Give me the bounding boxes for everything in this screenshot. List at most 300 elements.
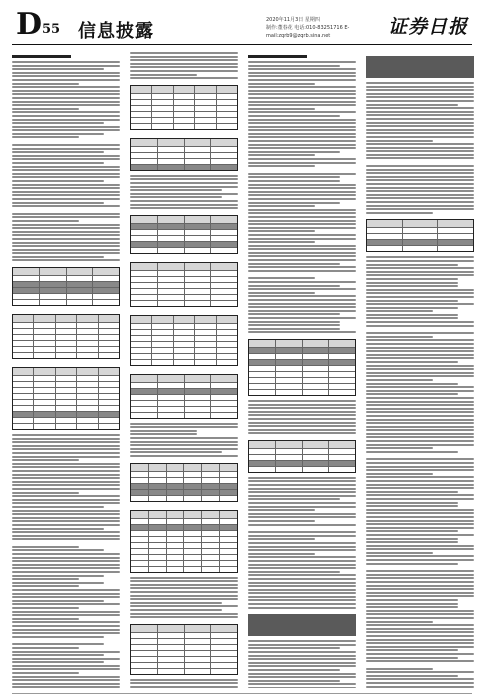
table-row (249, 390, 355, 395)
text-line (366, 89, 474, 91)
text-line (130, 207, 238, 209)
text-line (12, 75, 120, 77)
text-line (366, 314, 458, 316)
table-cell (211, 645, 237, 650)
table-cell (152, 100, 173, 105)
table-cell (195, 106, 216, 111)
table-cell (195, 348, 216, 353)
text-line (248, 683, 356, 685)
text-line (366, 686, 474, 688)
table-cell (13, 400, 34, 405)
table-cell (13, 282, 40, 287)
table-cell (56, 400, 77, 405)
table-cell (211, 663, 237, 668)
text-line (12, 463, 120, 465)
text-line (248, 571, 340, 573)
text-line (366, 129, 474, 131)
text-line (12, 661, 104, 663)
text-line (12, 252, 120, 254)
text-line (12, 448, 120, 450)
text-line (366, 379, 433, 381)
text-line (248, 480, 356, 482)
text-line (12, 101, 120, 103)
data-table (130, 85, 238, 130)
text-line (366, 321, 474, 323)
table-cell (220, 496, 237, 501)
text-line (248, 83, 315, 85)
text-line (366, 541, 458, 543)
table-cell (211, 413, 237, 418)
table-cell (13, 288, 40, 293)
text-line (248, 599, 356, 601)
table-cell (131, 316, 152, 323)
table-cell (131, 271, 158, 276)
table-cell (131, 118, 152, 123)
text-line (248, 306, 356, 308)
table-cell (13, 388, 34, 393)
text-line (366, 368, 474, 370)
table-cell (217, 330, 237, 335)
table-cell (131, 354, 152, 359)
table-cell (158, 651, 185, 656)
table-cell (34, 388, 55, 393)
table-cell (184, 537, 202, 542)
text-line (248, 495, 356, 497)
table-cell (202, 555, 220, 560)
table-cell (77, 315, 98, 322)
text-line (366, 404, 474, 406)
text-line (248, 331, 356, 333)
table-cell (211, 147, 237, 152)
table-cell (303, 384, 330, 389)
table-cell (131, 484, 149, 489)
table-cell (56, 315, 77, 322)
text-line (366, 574, 474, 576)
text-line (366, 365, 474, 367)
text-line (12, 668, 120, 670)
text-line (130, 591, 238, 593)
text-line (366, 201, 474, 203)
text-line (248, 516, 356, 518)
table-cell (34, 412, 55, 417)
table-row (131, 464, 237, 472)
table-cell (217, 324, 237, 329)
text-line (12, 93, 120, 95)
table-cell (56, 424, 77, 429)
text-line (12, 104, 120, 106)
text-line (248, 90, 356, 92)
table-cell (185, 413, 212, 418)
text-line (366, 639, 474, 641)
table-row (131, 248, 237, 253)
table-cell (67, 276, 94, 281)
table-cell (131, 139, 158, 146)
text-line (248, 75, 356, 77)
text-line (366, 444, 474, 446)
text-line (248, 295, 356, 297)
text-line (366, 212, 433, 214)
text-line (366, 491, 458, 493)
text-line (248, 263, 340, 265)
table-cell (403, 246, 439, 251)
table-cell (249, 340, 276, 347)
table-cell (131, 395, 158, 400)
table-cell (184, 519, 202, 524)
table-cell (67, 294, 94, 299)
table-cell (367, 220, 403, 227)
text-line (248, 640, 356, 642)
text-line (12, 672, 79, 674)
text-line (366, 296, 474, 298)
table-cell (211, 651, 237, 656)
text-line (248, 429, 356, 431)
table-cell (220, 531, 237, 536)
table-cell (220, 561, 237, 566)
table-cell (13, 353, 34, 358)
table-cell (56, 406, 77, 411)
text-line (366, 347, 474, 349)
table-cell (131, 407, 158, 412)
text-line (366, 140, 433, 142)
text-column-3 (248, 52, 356, 688)
text-line (248, 553, 315, 555)
text-line (130, 448, 238, 450)
text-line (248, 191, 356, 193)
table-cell (131, 549, 149, 554)
text-line (248, 212, 356, 214)
table-cell (77, 341, 98, 346)
table-cell (303, 390, 330, 395)
table-cell (149, 519, 167, 524)
table-cell (149, 531, 167, 536)
text-line (366, 415, 474, 417)
text-line (130, 56, 238, 58)
table-cell (174, 348, 195, 353)
text-line (12, 582, 104, 584)
page-header (12, 7, 472, 46)
table-cell (167, 511, 185, 518)
text-column-1 (12, 52, 120, 688)
table-cell (211, 277, 237, 282)
table-cell (158, 389, 185, 394)
text-line (366, 125, 474, 127)
text-lines (12, 52, 120, 688)
table-cell (158, 295, 185, 300)
table-cell (67, 282, 94, 287)
text-line (366, 538, 458, 540)
text-line (12, 651, 120, 653)
table-cell (185, 651, 212, 656)
text-lines (366, 52, 474, 688)
subheading (12, 55, 71, 58)
table-cell (152, 330, 173, 335)
data-table (130, 463, 238, 502)
text-line (12, 510, 120, 512)
table-cell (99, 418, 119, 423)
table-cell (211, 407, 237, 412)
table-cell (34, 323, 55, 328)
table-cell (56, 353, 77, 358)
table-cell (56, 323, 77, 328)
table-cell (77, 388, 98, 393)
table-cell (149, 484, 167, 489)
text-line (366, 462, 474, 464)
footer-rule (12, 693, 472, 694)
table-cell (158, 633, 185, 638)
text-line (12, 184, 120, 186)
text-line (130, 602, 222, 604)
table-cell (276, 467, 303, 472)
text-line (130, 613, 238, 615)
table-cell (167, 537, 185, 542)
text-line (12, 155, 120, 157)
table-cell (56, 376, 77, 381)
table-cell (13, 300, 40, 305)
text-line (366, 617, 474, 619)
text-line (12, 636, 104, 638)
table-cell (131, 230, 158, 235)
text-line (248, 122, 356, 124)
table-cell (13, 294, 40, 299)
table-cell (158, 230, 185, 235)
table-cell (185, 271, 212, 276)
text-line (12, 531, 120, 533)
text-line (12, 517, 120, 519)
data-table (130, 374, 238, 419)
table-cell (152, 86, 173, 93)
table-cell (152, 316, 173, 323)
text-line (12, 68, 104, 70)
text-line (12, 256, 104, 258)
table-cell (202, 496, 220, 501)
table-cell (367, 228, 403, 233)
text-line (12, 180, 104, 182)
table-cell (174, 360, 195, 365)
table-cell (211, 159, 237, 164)
table-row (131, 625, 237, 633)
table-cell (174, 112, 195, 117)
table-cell (185, 283, 212, 288)
text-line (12, 97, 120, 99)
text-line (248, 524, 356, 526)
table-cell (185, 242, 212, 247)
text-line (248, 321, 340, 323)
text-line (248, 65, 340, 67)
text-line (366, 642, 474, 644)
table-cell (99, 335, 119, 340)
text-line (12, 86, 120, 88)
table-cell (99, 412, 119, 417)
table-cell (152, 118, 173, 123)
text-line (248, 104, 356, 106)
table-cell (211, 301, 237, 306)
text-line (248, 317, 356, 319)
table-cell (131, 625, 158, 632)
text-line (366, 563, 458, 565)
table-cell (77, 335, 98, 340)
text-line (130, 444, 238, 446)
text-line (248, 147, 356, 149)
table-cell (185, 639, 212, 644)
text-line (248, 567, 356, 569)
table-cell (131, 375, 158, 382)
text-line (130, 66, 238, 68)
table-cell (131, 100, 152, 105)
text-line (248, 589, 356, 591)
table-cell (158, 248, 185, 253)
table-cell (174, 118, 195, 123)
text-line (366, 408, 474, 410)
table-cell (184, 549, 202, 554)
table-cell (77, 382, 98, 387)
text-line (130, 200, 238, 202)
table-cell (167, 490, 185, 495)
table-cell (220, 537, 237, 542)
text-line (366, 86, 474, 88)
text-line (12, 524, 120, 526)
text-line (12, 603, 120, 605)
text-line (12, 111, 120, 113)
text-line (130, 598, 238, 600)
table-cell (184, 567, 202, 572)
table-cell (158, 216, 185, 223)
table-cell (149, 490, 167, 495)
text-line (12, 506, 104, 508)
text-line (248, 115, 340, 117)
table-cell (34, 406, 55, 411)
table-cell (367, 240, 403, 245)
text-line (248, 328, 340, 330)
table-cell (167, 567, 185, 572)
text-line (366, 96, 474, 98)
text-line (248, 151, 340, 153)
text-line (366, 588, 474, 590)
table-cell (276, 455, 303, 460)
table-cell (211, 263, 237, 270)
table-cell (220, 478, 237, 483)
header-rule (12, 44, 472, 45)
table-cell (99, 353, 119, 358)
table-cell (131, 336, 152, 341)
table-cell (13, 382, 34, 387)
text-line (12, 213, 120, 215)
text-line (366, 447, 433, 449)
table-cell (249, 378, 276, 383)
text-line (12, 198, 120, 200)
table-cell (131, 511, 149, 518)
text-line (12, 72, 120, 74)
table-cell (195, 336, 216, 341)
text-line (12, 466, 120, 468)
text-line (12, 549, 104, 551)
text-line (366, 285, 458, 287)
text-line (366, 476, 474, 478)
text-lines (130, 52, 238, 688)
text-line (366, 310, 433, 312)
table-cell (367, 246, 403, 251)
table-cell (131, 165, 158, 170)
table-cell (184, 484, 202, 489)
text-line (130, 580, 238, 582)
text-line (366, 552, 433, 554)
table-cell (195, 118, 216, 123)
text-line (366, 292, 474, 294)
table-cell (56, 382, 77, 387)
text-line (12, 166, 120, 168)
text-line (366, 383, 458, 385)
table-cell (211, 395, 237, 400)
page-letter: D (16, 7, 43, 42)
table-cell (167, 561, 185, 566)
text-line (366, 498, 474, 500)
text-line (248, 513, 356, 515)
text-line (12, 600, 104, 602)
text-line (366, 610, 474, 612)
table-row (131, 165, 237, 170)
table-cell (195, 324, 216, 329)
table-cell (131, 472, 149, 477)
table-cell (217, 86, 237, 93)
text-line (366, 657, 458, 659)
table-cell (99, 347, 119, 352)
text-line (12, 658, 120, 660)
text-line (12, 647, 79, 649)
table-cell (99, 400, 119, 405)
table-cell (276, 390, 303, 395)
table-cell (249, 455, 276, 460)
table-cell (211, 165, 237, 170)
table-cell (131, 651, 158, 656)
text-line (12, 474, 120, 476)
table-cell (40, 268, 67, 275)
text-line (248, 288, 356, 290)
table-row (131, 496, 237, 501)
text-line (248, 422, 356, 424)
text-line (248, 238, 356, 240)
text-line (130, 577, 238, 579)
table-cell (202, 511, 220, 518)
table-cell (158, 283, 185, 288)
table-cell (195, 342, 216, 347)
text-line (248, 669, 340, 671)
text-line (248, 477, 356, 479)
table-row (249, 467, 355, 472)
text-line (12, 596, 120, 598)
text-line (366, 93, 474, 95)
table-cell (329, 378, 355, 383)
table-cell (131, 147, 158, 152)
text-line (130, 441, 238, 443)
table-cell (249, 348, 276, 353)
section-title: 信息披露 (78, 21, 154, 42)
table-cell (211, 295, 237, 300)
text-line (366, 516, 474, 518)
table-cell (195, 354, 216, 359)
table-cell (185, 657, 212, 662)
table-cell (303, 441, 330, 448)
table-cell (77, 353, 98, 358)
table-cell (131, 348, 152, 353)
text-line (366, 179, 474, 181)
table-cell (158, 383, 185, 388)
table-cell (131, 106, 152, 111)
text-line (366, 157, 474, 159)
table-cell (149, 549, 167, 554)
text-line (248, 549, 356, 551)
table-cell (185, 230, 212, 235)
table-cell (149, 537, 167, 542)
table-cell (13, 315, 34, 322)
